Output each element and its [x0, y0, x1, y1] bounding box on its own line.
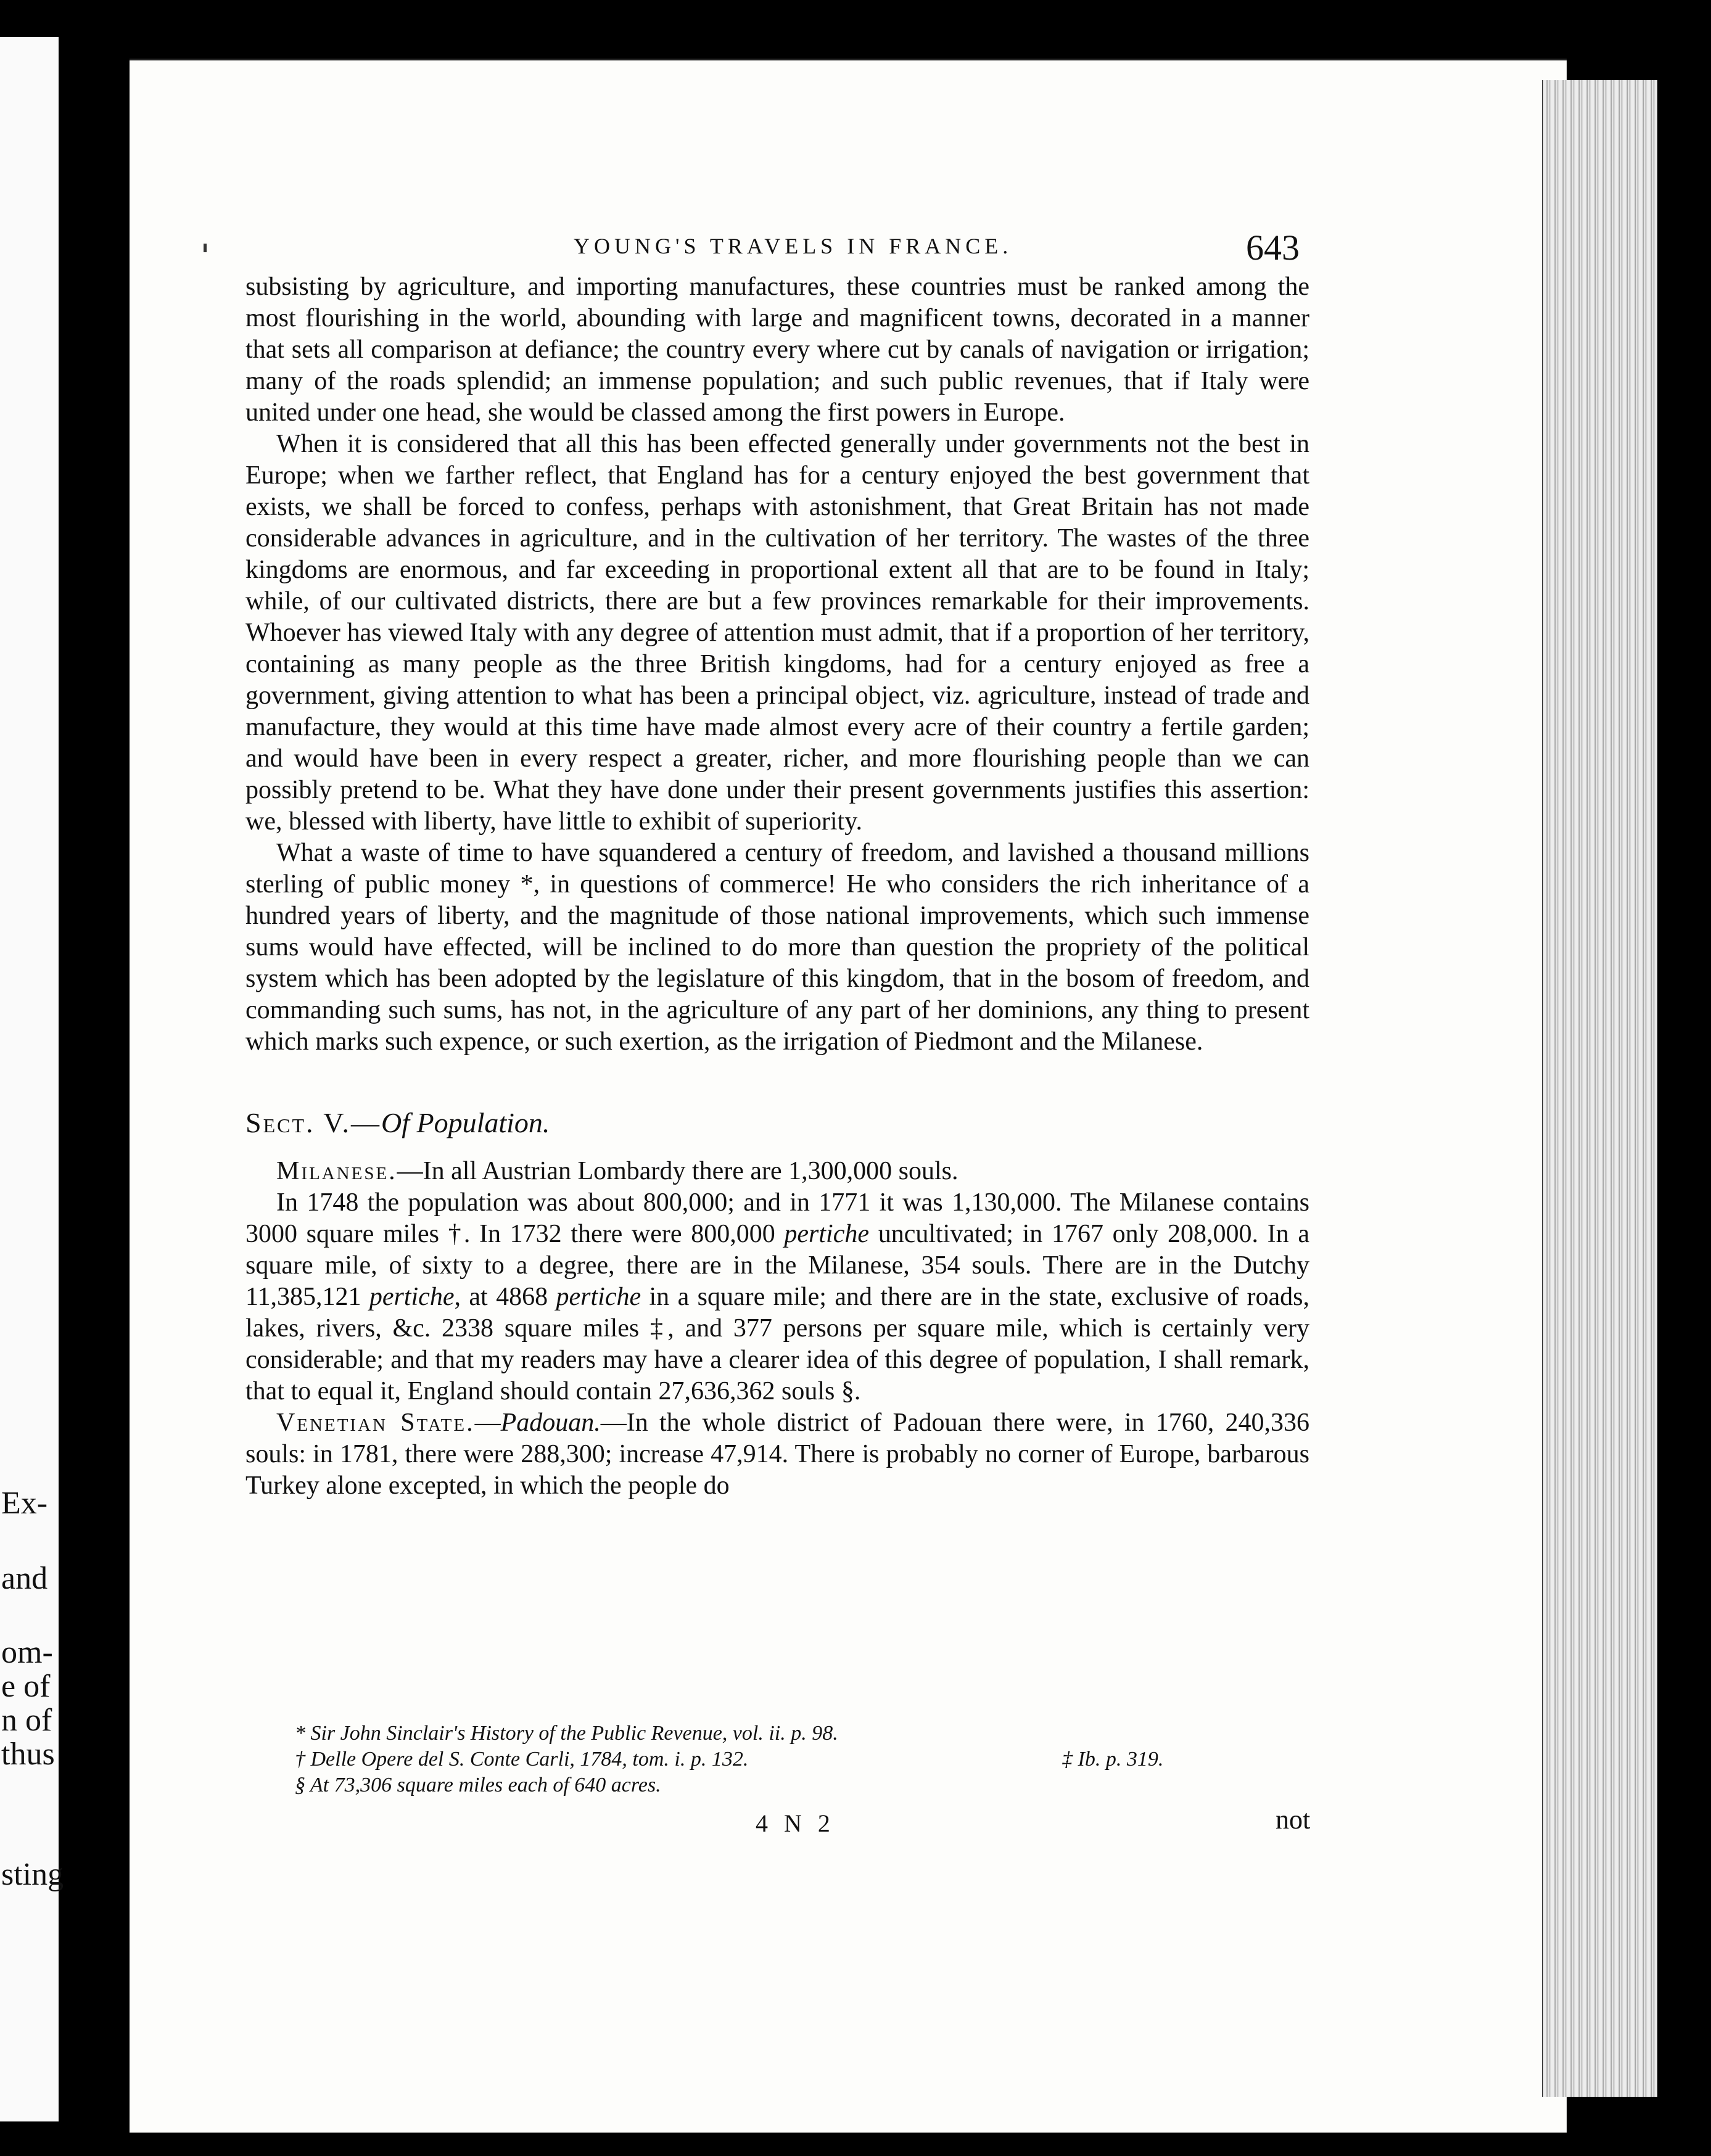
text-run: —In the whole district of Padouan there were, in 1760, 240,336 souls: in 1781, there were 288,300; increase 47,914. There is probably no corner of Europe, barbarous Turkey alone excepted, in which the people do	[245, 1409, 1309, 1500]
footnote: * Sir John Sinclair's History of the Public Revenue, vol. ii. p. 98.	[295, 1722, 838, 1745]
place-name: Padouan.	[500, 1409, 601, 1437]
margin-mark	[204, 244, 207, 252]
footnote: § At 73,306 square miles each of 640 acres.	[295, 1774, 661, 1796]
prev-page-fragment: and	[1, 1561, 48, 1596]
footnote: † Delle Opere del S. Conte Carli, 1784, tom. i. p. 132.	[295, 1748, 749, 1771]
catchword: not	[1276, 1804, 1311, 1835]
prev-page-fragment: thus	[1, 1737, 55, 1772]
milanese-label: Milanese.	[276, 1157, 397, 1185]
text-run: —	[474, 1409, 501, 1437]
population-paragraph	[245, 1187, 1309, 1407]
section-heading	[245, 1107, 1309, 1138]
footnotes	[295, 1721, 1220, 1798]
paragraph: What a waste of time to have squandered a century of freedom, and lavished a thousand millions sterling of public money *, in questions of commerce! He who considers the rich inheritance of a hundred years of liberty, and the magnitude of those national improvements, which such immense sums would have effected, will be inclined to do more than question the propriety of the political system which has been adopted by the legislature of this kingdom, that in the bosom of freedom, and commanding such sums, has not, in the agriculture of any part of her dominions, any thing to present which marks such expence, or such exertion, as the irrigation of Piedmont and the Milanese.	[245, 839, 1309, 1056]
page-edges	[1542, 80, 1657, 2097]
footnote: ‡ Ib. p. 319.	[1062, 1748, 1164, 1771]
italic-term: pertiche	[784, 1220, 870, 1248]
milanese-paragraph	[245, 1156, 1309, 1187]
text-run: In 1748 the population was about 800,000; and in 1771 it was 1,130,000. The Milanese contains 3000 square miles †. In 1732 there were 800,000	[245, 1188, 1309, 1248]
running-head: YOUNG'S TRAVELS IN FRANCE.	[574, 234, 1013, 258]
text-run: uncultivated; in 1767 only 208,000. In a square mile, of sixty to a degree, there are in the Milanese, 354 souls. There are in the Dutchy 11,385,121	[245, 1220, 1309, 1311]
venetian-label: Venetian State.	[276, 1409, 475, 1437]
italic-term: pertiche	[369, 1283, 455, 1311]
paragraph: When it is considered that all this has been effected generally under governments not the best in Europe; when we farther reflect, that England has for a century enjoyed the best government that exists, we shall be forced to confess, perhaps with astonishment, that Great Britain has not made considerable advances in agriculture, and in the cultivation of her territory. The wastes of the three kingdoms are enormous, and far exceeding in proportional extent all that are to be found in Italy; while, of our cultivated districts, there are but a few provinces remarkable for their improvements. Whoever has viewed Italy with any degree of attention must admit, that if a proportion of her territory, containing as many people as the three British kingdoms, had for a century enjoyed as free a government, giving attention to what has been a principal object, viz. agriculture, instead of trade and manufacture, they would at this time have made almost every acre of their country a fertile garden; and would have been in every respect a greater, richer, and more flourishing people than we can possibly pretend to be. What they have done under their present governments justifies this assertion: we, blessed with liberty, have little to exhibit of superiority.	[245, 430, 1309, 836]
section-title: Of Population.	[381, 1107, 550, 1138]
signature-mark: 4 N 2	[756, 1809, 835, 1837]
page-number: 643	[1246, 228, 1300, 268]
prev-page-fragment: sting	[1, 1857, 64, 1892]
milanese-text: —In all Austrian Lombardy there are 1,300,000 souls.	[397, 1157, 959, 1185]
prev-page-fragment: e of	[1, 1669, 51, 1704]
previous-page-margin	[0, 37, 64, 2121]
venetian-paragraph	[245, 1407, 1309, 1502]
prev-page-fragment: om-	[1, 1635, 53, 1670]
text-run: , at 4868	[454, 1283, 556, 1311]
section-number: Sect. V.—	[245, 1107, 381, 1138]
italic-term: pertiche	[556, 1283, 641, 1311]
paragraph: subsisting by agriculture, and importing manufactures, these countries must be ranked among the most flourishing in the world, abounding with large and magnificent towns, decorated in a manner that sets all comparison at defiance; the country every where cut by canals of navigation or irrigation; many of the roads splendid; an immense population; and such public revenues, that if Italy were united under one head, she would be classed among the first powers in Europe.	[245, 273, 1309, 427]
body-text	[245, 271, 1309, 1502]
prev-page-fragment: Ex-	[1, 1486, 48, 1521]
prev-page-fragment: n of	[1, 1703, 52, 1738]
text-run: in a square mile; and there are in the state, exclusive of roads, lakes, rivers, &c. 2338 square miles ‡, and 377 persons per square mile, which is certainly very considerable; and that my readers may have a clearer idea of this degree of population, I shall remark, that to equal it, England should contain 27,636,362 souls §.	[245, 1283, 1309, 1405]
